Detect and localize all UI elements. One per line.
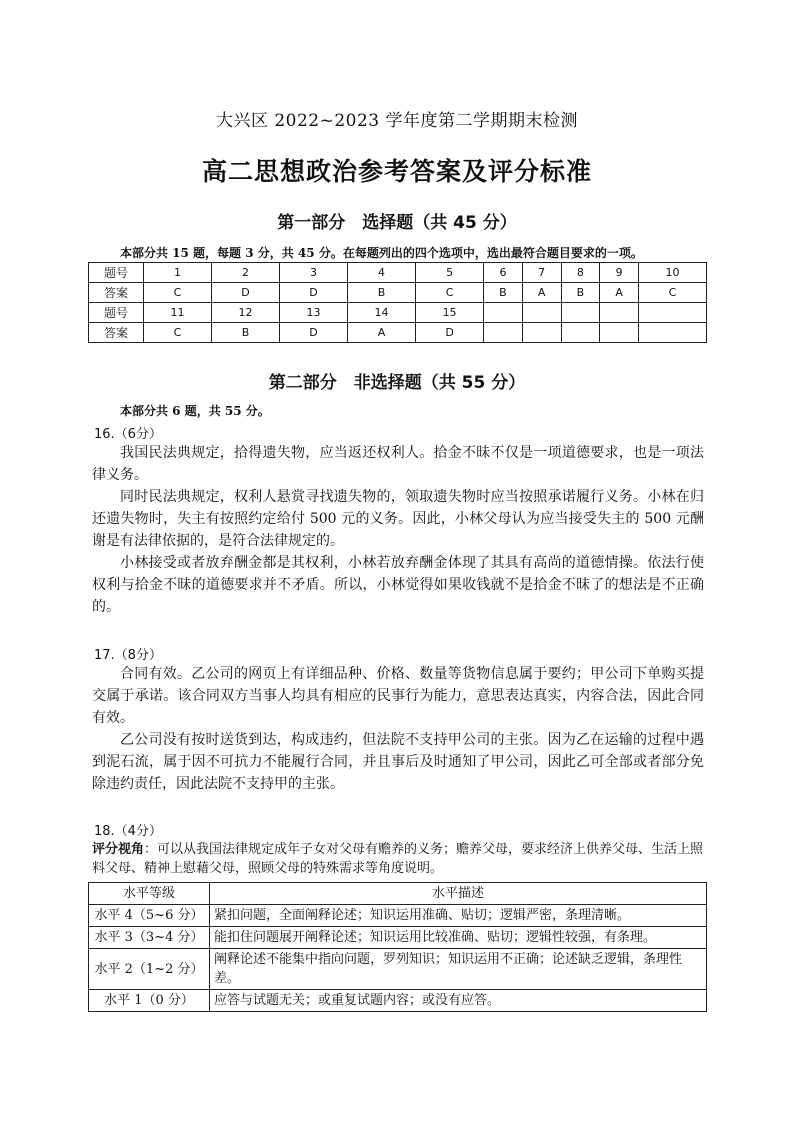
description-cell: 阐释论述不能集中指向问题，罗列知识；知识运用不正确；论述缺乏逻辑，条理性差。 bbox=[210, 949, 707, 990]
question-number: 4 bbox=[348, 263, 416, 283]
question-number: 7 bbox=[522, 263, 561, 283]
question-number: 15 bbox=[416, 303, 484, 323]
criteria-label: 评分视角 bbox=[92, 842, 145, 857]
row-label: 答案 bbox=[89, 283, 144, 303]
answer-cell bbox=[561, 323, 600, 343]
level-cell: 水平 1（0 分） bbox=[89, 990, 210, 1012]
question-number bbox=[484, 303, 523, 323]
answer-cell: A bbox=[522, 283, 561, 303]
answer-cell: B bbox=[212, 323, 280, 343]
answer-cell: C bbox=[638, 283, 706, 303]
row-label: 答案 bbox=[89, 323, 144, 343]
description-cell: 能扣住问题展开阐释论述；知识运用比较准确、贴切；逻辑性较强，有条理。 bbox=[210, 927, 707, 949]
answer-cell: B bbox=[484, 283, 523, 303]
table-row bbox=[89, 949, 707, 990]
answer-cell: D bbox=[280, 283, 348, 303]
question-number: 1 bbox=[144, 263, 212, 283]
question-number bbox=[638, 303, 706, 323]
answer-cell: D bbox=[416, 323, 484, 343]
question-number: 13 bbox=[280, 303, 348, 323]
answer-cell bbox=[638, 323, 706, 343]
question-number: 5 bbox=[416, 263, 484, 283]
question-number: 8 bbox=[561, 263, 600, 283]
question-number: 11 bbox=[144, 303, 212, 323]
answer-cell: B bbox=[348, 283, 416, 303]
answer-cell: C bbox=[144, 323, 212, 343]
question-number: 2 bbox=[212, 263, 280, 283]
row-label: 题号 bbox=[89, 263, 144, 283]
answer-cell: D bbox=[280, 323, 348, 343]
answer-cell: B bbox=[561, 283, 600, 303]
question-number: 3 bbox=[280, 263, 348, 283]
question-17-paragraph-2: 乙公司没有按时送货到达，构成违约，但法院不支持甲公司的主张。因为乙在运输的过程中遇到泥石流，属于因不可抗力不能履行合同，并且事后及时通知了甲公司，因此乙可全部或者部分免除违约责任，因此法院不支持甲的主张。 bbox=[92, 732, 704, 792]
question-16-paragraph-3: 小林接受或者放弃酬金都是其权利，小林若放弃酬金体现了其具有高尚的道德情操。依法行使权利与拾金不昧的道德要求并不矛盾。所以，小林觉得如果收钱就不是拾金不昧了的想法是不正确的。 bbox=[92, 555, 704, 615]
question-17-heading: 17.（8分） bbox=[94, 648, 162, 663]
table-row bbox=[89, 905, 707, 927]
question-18-heading: 18.（4分） bbox=[94, 824, 162, 839]
level-cell: 水平 2（1~2 分） bbox=[89, 949, 210, 990]
table-row bbox=[89, 283, 707, 303]
document-title: 高二思想政治参考答案及评分标准 bbox=[201, 157, 592, 186]
question-number: 6 bbox=[484, 263, 523, 283]
question-number bbox=[522, 303, 561, 323]
table-row bbox=[89, 990, 707, 1012]
level-table bbox=[88, 882, 707, 1012]
part2-heading: 第二部分 非选择题（共 55 分） bbox=[268, 373, 526, 393]
exam-header: 大兴区 2022~2023 学年度第二学期期末检测 bbox=[215, 111, 579, 131]
answer-cell bbox=[600, 323, 639, 343]
question-17-paragraph-1: 合同有效。乙公司的网页上有详细品种、价格、数量等货物信息属于要约；甲公司下单购买提交属于承诺。该合同双方当事人均具有相应的民事行为能力，意思表达真实，内容合法，因此合同有效。 bbox=[92, 666, 704, 726]
table-row bbox=[89, 927, 707, 949]
answer-table bbox=[88, 262, 707, 343]
answer-cell: A bbox=[600, 283, 639, 303]
part1-instruction: 本部分共 15 题，每题 3 分，共 45 分。在每题列出的四个选项中，选出最符合题目要求的一项。 bbox=[120, 246, 643, 260]
question-number: 10 bbox=[638, 263, 706, 283]
column-header: 水平描述 bbox=[210, 883, 707, 905]
question-number: 14 bbox=[348, 303, 416, 323]
answer-cell: D bbox=[212, 283, 280, 303]
table-row bbox=[89, 303, 707, 323]
question-number: 12 bbox=[212, 303, 280, 323]
part2-instruction: 本部分共 6 题，共 55 分。 bbox=[120, 404, 270, 418]
description-cell: 紧扣问题，全面阐释论述；知识运用准确、贴切；逻辑严密，条理清晰。 bbox=[210, 905, 707, 927]
question-number bbox=[561, 303, 600, 323]
question-16-paragraph-1: 我国民法典规定，拾得遗失物，应当返还权利人。拾金不昧不仅是一项道德要求，也是一项法律义务。 bbox=[92, 445, 704, 483]
answer-cell: C bbox=[416, 283, 484, 303]
level-cell: 水平 3（3~4 分） bbox=[89, 927, 210, 949]
column-header: 水平等级 bbox=[89, 883, 210, 905]
table-row bbox=[89, 263, 707, 283]
part1-heading: 第一部分 选择题（共 45 分） bbox=[277, 213, 517, 233]
description-cell: 应答与试题无关；或重复试题内容；或没有应答。 bbox=[210, 990, 707, 1012]
answer-cell bbox=[484, 323, 523, 343]
row-label: 题号 bbox=[89, 303, 144, 323]
table-row bbox=[89, 323, 707, 343]
answer-cell: C bbox=[144, 283, 212, 303]
answer-cell: A bbox=[348, 323, 416, 343]
scoring-criteria bbox=[92, 840, 704, 878]
table-header-row bbox=[89, 883, 707, 905]
criteria-text: ：可以从我国法律规定成年子女对父母有赡养的义务；赡养父母，要求经济上供养父母、生活上照料父母、精神上慰藉父母，照顾父母的特殊需求等角度说明。 bbox=[92, 842, 704, 876]
question-16-heading: 16.（6分） bbox=[94, 427, 162, 442]
question-number: 9 bbox=[600, 263, 639, 283]
question-number bbox=[600, 303, 639, 323]
question-16-paragraph-2: 同时民法典规定，权利人悬赏寻找遗失物的，领取遗失物时应当按照承诺履行义务。小林在归还遗失物时，失主有按照约定给付 500 元的义务。因此，小林父母认为应当接受失主的 500 元酬谢是有法律依据的，是符合法律规定的。 bbox=[92, 489, 704, 549]
answer-cell bbox=[522, 323, 561, 343]
level-cell: 水平 4（5~6 分） bbox=[89, 905, 210, 927]
